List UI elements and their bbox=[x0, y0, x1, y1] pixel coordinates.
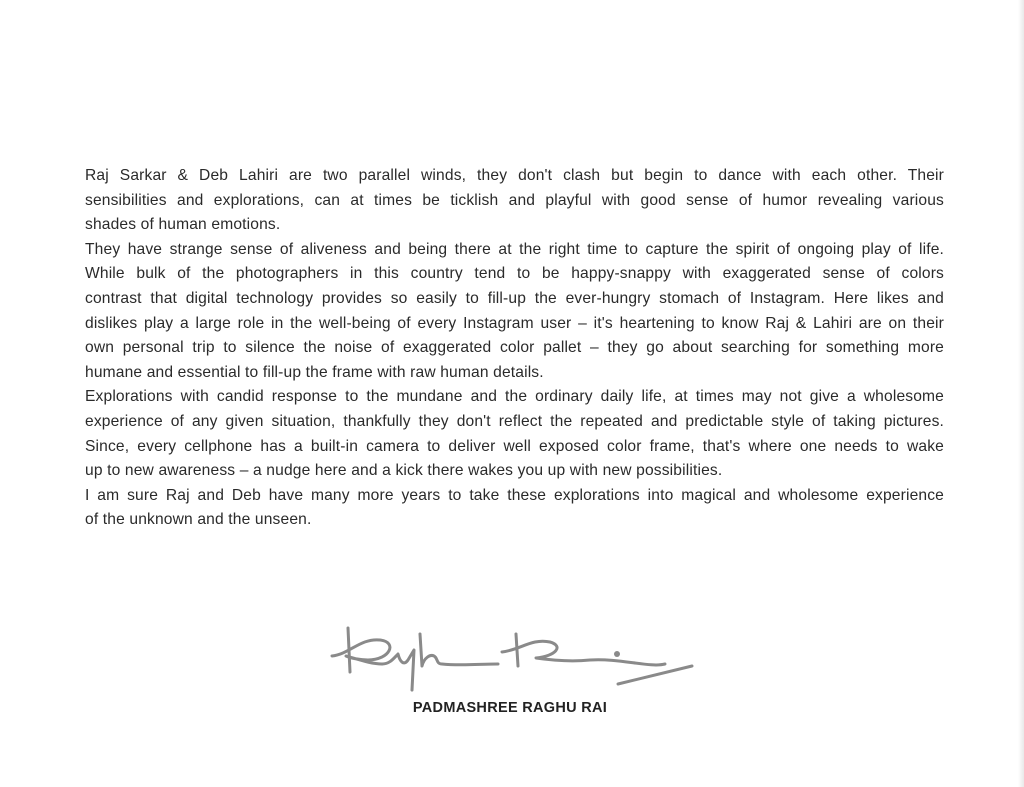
text-line: humane and essential to fill-up the frame with raw human details. bbox=[85, 363, 544, 381]
text-line: sensibilities and explorations, can at times be ticklish and playful with good sense of humor revealing various bbox=[85, 191, 944, 209]
text-line: Explorations with candid response to the mundane and the ordinary daily life, at times may not give a wholesome bbox=[85, 388, 944, 406]
signer-name: PADMASHREE RAGHU RAI bbox=[412, 700, 608, 716]
text-line: I am sure Raj and Deb have many more years to take these explorations into magical and wholesome experience bbox=[85, 486, 944, 504]
text-line: contrast that digital technology provides so easily to fill-up the ever-hungry stomach of Instagram. Here likes and bbox=[85, 289, 944, 307]
signature-dot bbox=[614, 651, 620, 657]
signature-stroke-gh bbox=[382, 634, 498, 690]
text-line: shades of human emotions. bbox=[85, 216, 281, 234]
text-line: While bulk of the photographers in this country tend to be happy-snappy with exaggerated sense of colors bbox=[85, 265, 944, 283]
text-line: experience of any given situation, thankfully they don't reflect the repeated and predictable style of taking pictures. bbox=[85, 412, 944, 430]
text-line: own personal trip to silence the noise of exaggerated color pallet – they go about searching for something more bbox=[85, 339, 944, 357]
page-edge-shadow bbox=[1018, 0, 1024, 787]
signature-stroke-r2 bbox=[502, 634, 665, 666]
text-line: dislikes play a large role in the well-being of every Instagram user – it's heartening to know Raj & Lahiri are on their bbox=[85, 314, 944, 332]
text-line: Since, every cellphone has a built-in camera to deliver well exposed color frame, that's where one needs to wake bbox=[85, 437, 944, 455]
text-line: Raj Sarkar & Deb Lahiri are two parallel winds, they don't clash but begin to dance with each other. Their bbox=[85, 167, 944, 184]
text-line: of the unknown and the unseen. bbox=[85, 511, 312, 529]
handwritten-signature bbox=[320, 620, 700, 700]
signature-underline bbox=[618, 666, 692, 684]
signature-stroke-r bbox=[332, 628, 390, 672]
text-line: They have strange sense of aliveness and being there at the right time to capture the spirit of ongoing play of life. bbox=[85, 240, 944, 258]
text-line: up to new awareness – a nudge here and a kick there wakes you up with new possibilities. bbox=[85, 462, 723, 480]
letter-body bbox=[85, 164, 944, 533]
